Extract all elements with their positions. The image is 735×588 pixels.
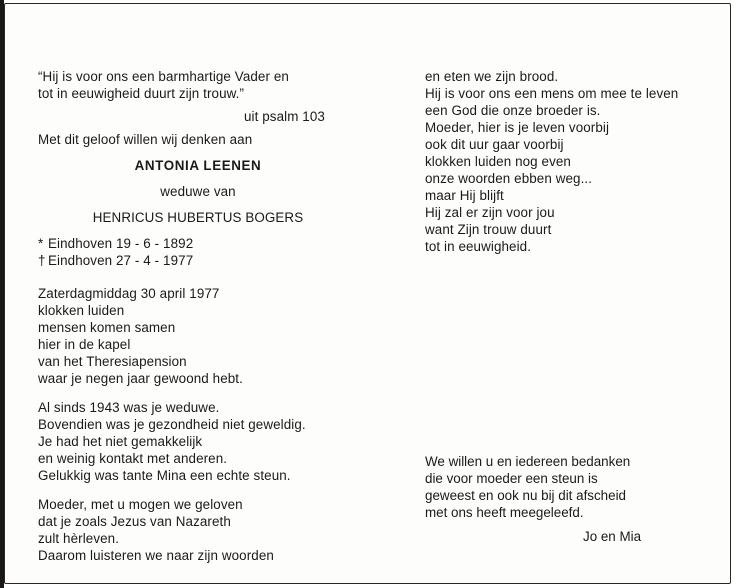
poem-line: mensen komen samen bbox=[38, 320, 176, 335]
poem-line: Hij zal er zijn voor jou bbox=[425, 205, 555, 220]
poem-line: ook dit uur gaar voorbij bbox=[425, 137, 564, 152]
poem-line: onze woorden ebben weg... bbox=[425, 171, 593, 186]
poem-line: klokken luiden nog even bbox=[425, 154, 571, 169]
poem-line: Al sinds 1943 was je weduwe. bbox=[38, 400, 220, 415]
poem-line: zult hèrleven. bbox=[38, 531, 120, 546]
quote-source: uit psalm 103 bbox=[244, 109, 325, 124]
poem-line: Hij is voor ons een mens om mee te leven bbox=[425, 86, 679, 101]
death-line bbox=[38, 252, 358, 269]
poem-line: en weinig kontakt met anderen. bbox=[38, 451, 228, 466]
right-column bbox=[425, 68, 715, 255]
poem-line: dat je zoals Jezus van Nazareth bbox=[38, 514, 231, 529]
poem-line: van het Theresiapension bbox=[38, 354, 187, 369]
thanks-line: met ons heeft meegeleefd. bbox=[425, 505, 584, 520]
deceased-name: ANTONIA LEENEN bbox=[134, 158, 262, 173]
poem-line: en eten we zijn brood. bbox=[425, 69, 559, 84]
thanks-line: geweest en ook nu bij dit afscheid bbox=[425, 488, 626, 503]
poem-line: tot in eeuwigheid. bbox=[425, 239, 532, 254]
poem-line: maar Hij blijft bbox=[425, 188, 504, 203]
thanks-block bbox=[425, 453, 630, 521]
poem-line: Gelukkig was tante Mina een echte steun. bbox=[38, 468, 291, 483]
poem-line: Moeder, hier is je leven voorbij bbox=[425, 120, 610, 135]
poem-line: waar je negen jaar gewoond hebt. bbox=[38, 371, 243, 386]
poem-line: een God die onze broeder is. bbox=[425, 103, 601, 118]
poem-line: hier in de kapel bbox=[38, 337, 131, 352]
spouse-name: HENRICUS HUBERTUS BOGERS bbox=[92, 210, 304, 225]
poem-line: Moeder, met u mogen we geloven bbox=[38, 497, 243, 512]
poem-line: Daarom luisteren we naar zijn woorden bbox=[38, 548, 274, 563]
intro-text: Met dit geloof willen wij denken aan bbox=[38, 132, 253, 147]
poem-line: Je had het niet gemakkelijk bbox=[38, 434, 203, 449]
poem-line: klokken luiden bbox=[38, 303, 125, 318]
relation-text: weduwe van bbox=[160, 184, 236, 199]
signature: Jo en Mia bbox=[583, 529, 642, 544]
birth-line bbox=[38, 235, 358, 252]
poem-line: want Zijn trouw duurt bbox=[425, 222, 552, 237]
quote-line-2: tot in eeuwigheid duurt zijn trouw.” bbox=[38, 86, 245, 101]
thanks-line: die voor moeder een steun is bbox=[425, 471, 598, 486]
birth-star-icon: * bbox=[38, 236, 44, 251]
poem-line: Zaterdagmiddag 30 april 1977 bbox=[38, 286, 220, 301]
quote-line-1: “Hij is voor ons een barmhartige Vader en bbox=[38, 69, 289, 84]
death-cross-icon: † bbox=[38, 253, 46, 268]
left-column bbox=[38, 68, 358, 564]
death-date: Eindhoven 27 - 4 - 1977 bbox=[48, 253, 194, 268]
birth-date: Eindhoven 19 - 6 - 1892 bbox=[48, 236, 194, 251]
poem-line: Bovendien was je gezondheid niet geweldig. bbox=[38, 417, 306, 432]
thanks-line: We willen u en iedereen bedanken bbox=[425, 454, 631, 469]
